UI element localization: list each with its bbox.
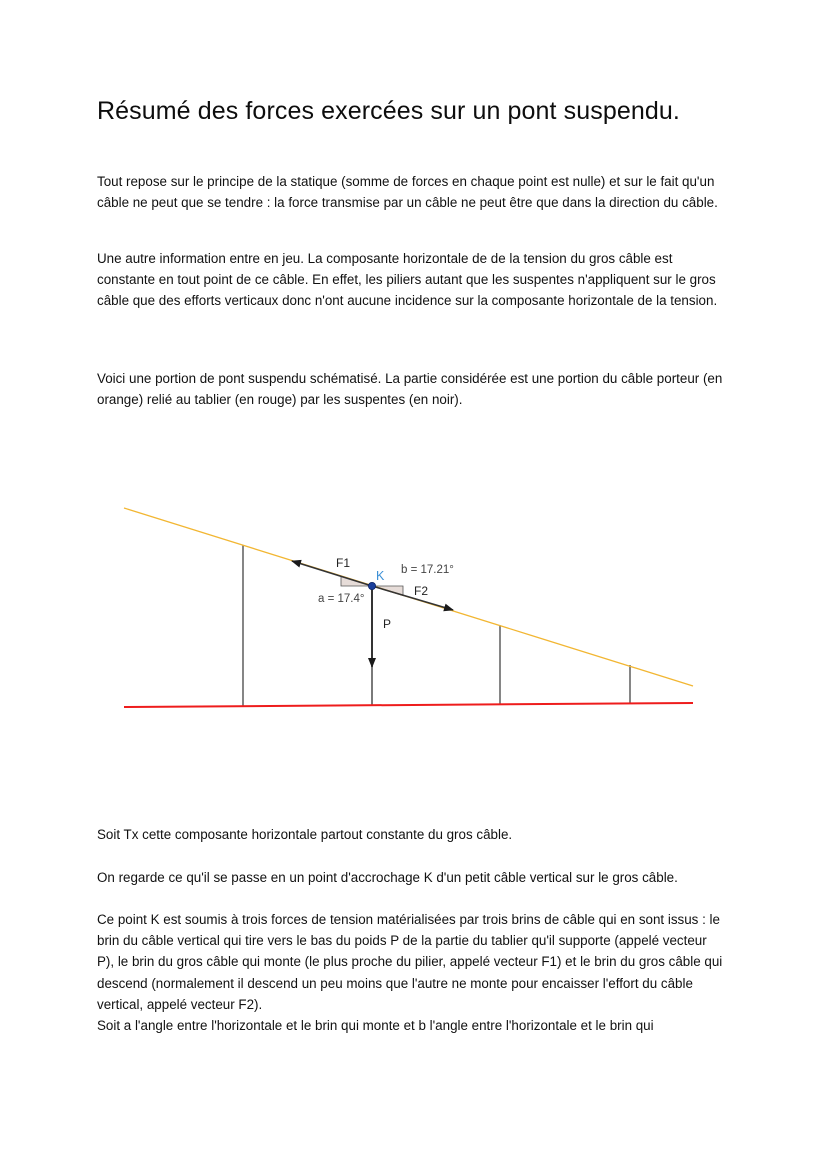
label-k: K — [376, 569, 385, 583]
label-f2: F2 — [414, 584, 429, 598]
paragraph-diagram-intro: Voici une portion de pont suspendu schématisé. La partie considérée est une portion du câble porteur (en orange) relié au tablier (en rouge) par les suspentes (en noir). — [97, 371, 723, 408]
paragraph-point-k: On regarde ce qu'il se passe en un point d'accrochage K d'un petit câble vertical sur le gros câble. — [97, 870, 678, 885]
paragraph-tx-definition: Soit Tx cette composante horizontale partout constante du gros câble. — [97, 827, 513, 842]
paragraph-statics-principle: Tout repose sur le principe de la statique (somme de forces en chaque point est nulle) et sur le fait qu'un câble ne peut que se tendre : la force transmise par un câble ne peut être que dans la direction du câble. — [97, 174, 718, 211]
paragraph-angles-definition: Soit a l'angle entre l'horizontale et le brin qui monte et b l'angle entre l'horizontale et le brin qui — [97, 1018, 654, 1033]
paragraph-horizontal-component: Une autre information entre en jeu. La composante horizontale de de la tension du gros câble est constante en tout point de ce câble. En effet, les piliers autant que les suspentes n'appliquent sur le gros câble que des efforts verticaux donc n'ont aucune incidence sur la composante horizontale de la tension. — [97, 251, 718, 309]
vector-f2 — [372, 586, 453, 610]
bridge-deck — [124, 703, 693, 707]
point-k — [368, 582, 375, 589]
vector-f1 — [292, 561, 372, 586]
label-angle-a: a = 17.4° — [318, 593, 365, 605]
paragraph-three-forces: Ce point K est soumis à trois forces de tension matérialisées par trois brins de câble qui en sont issus : le brin du câble vertical qui tire vers le bas du poids P de la partie du tablier qu'il supporte (appelé vecteur P), le brin du gros câble qui monte (le plus proche du pilier, appelé vecteur F1) et le brin du gros câble qui descend (normalement il descend un peu moins que l'autre ne monte pour encaisser l'effort du câble vertical, appelé vecteur F2). — [97, 912, 723, 1012]
label-p: P — [383, 617, 392, 631]
page-title: Résumé des forces exercées sur un pont suspendu. — [97, 97, 680, 125]
label-angle-b: b = 17.21° — [401, 564, 454, 576]
label-f1: F1 — [336, 556, 351, 570]
